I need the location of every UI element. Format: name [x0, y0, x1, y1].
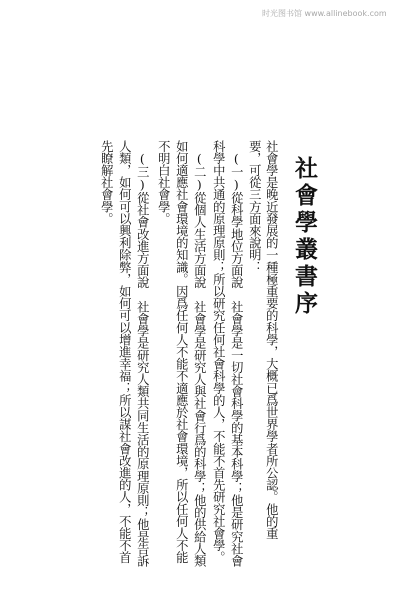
text-column: 科學中共通的原理原則；所以研究任何社會科學的人，不能不首先研究社會學。: [211, 140, 226, 564]
page-title: 社會學叢書序: [291, 156, 318, 318]
text-column: 如何適應社會環境的知識。因爲任何人不能不適應於社會環境，所以任何人不能: [174, 140, 189, 564]
text-column: 人類，如何可以興利除弊，如何可以增進幸福；所以謀社會改進的人，不能不首: [117, 140, 132, 564]
text-column: (一)從科學地位方面說 社會學是一切社會科學的基本科學；他是研究社會: [229, 152, 244, 567]
text-column: (二)從個人生活方面說 社會學是研究人與社會行爲的科學；他的供給人類: [192, 152, 207, 567]
site-watermark: 时光图书馆 www.allinebook.com: [262, 9, 387, 18]
text-column: 社會學是晚近發展的一種極重要的科學，大概已爲世界學者所公認。他的重: [264, 140, 279, 540]
text-column: (三)從社會改進方面說 社會學是研究人類共同生活的原理原則；他是告訴: [135, 152, 150, 567]
text-column: 先瞭解社會學。: [99, 140, 114, 225]
text-column: 不明白社會學。: [156, 140, 171, 225]
text-column: 要，可從三方面來說明：: [247, 140, 262, 274]
